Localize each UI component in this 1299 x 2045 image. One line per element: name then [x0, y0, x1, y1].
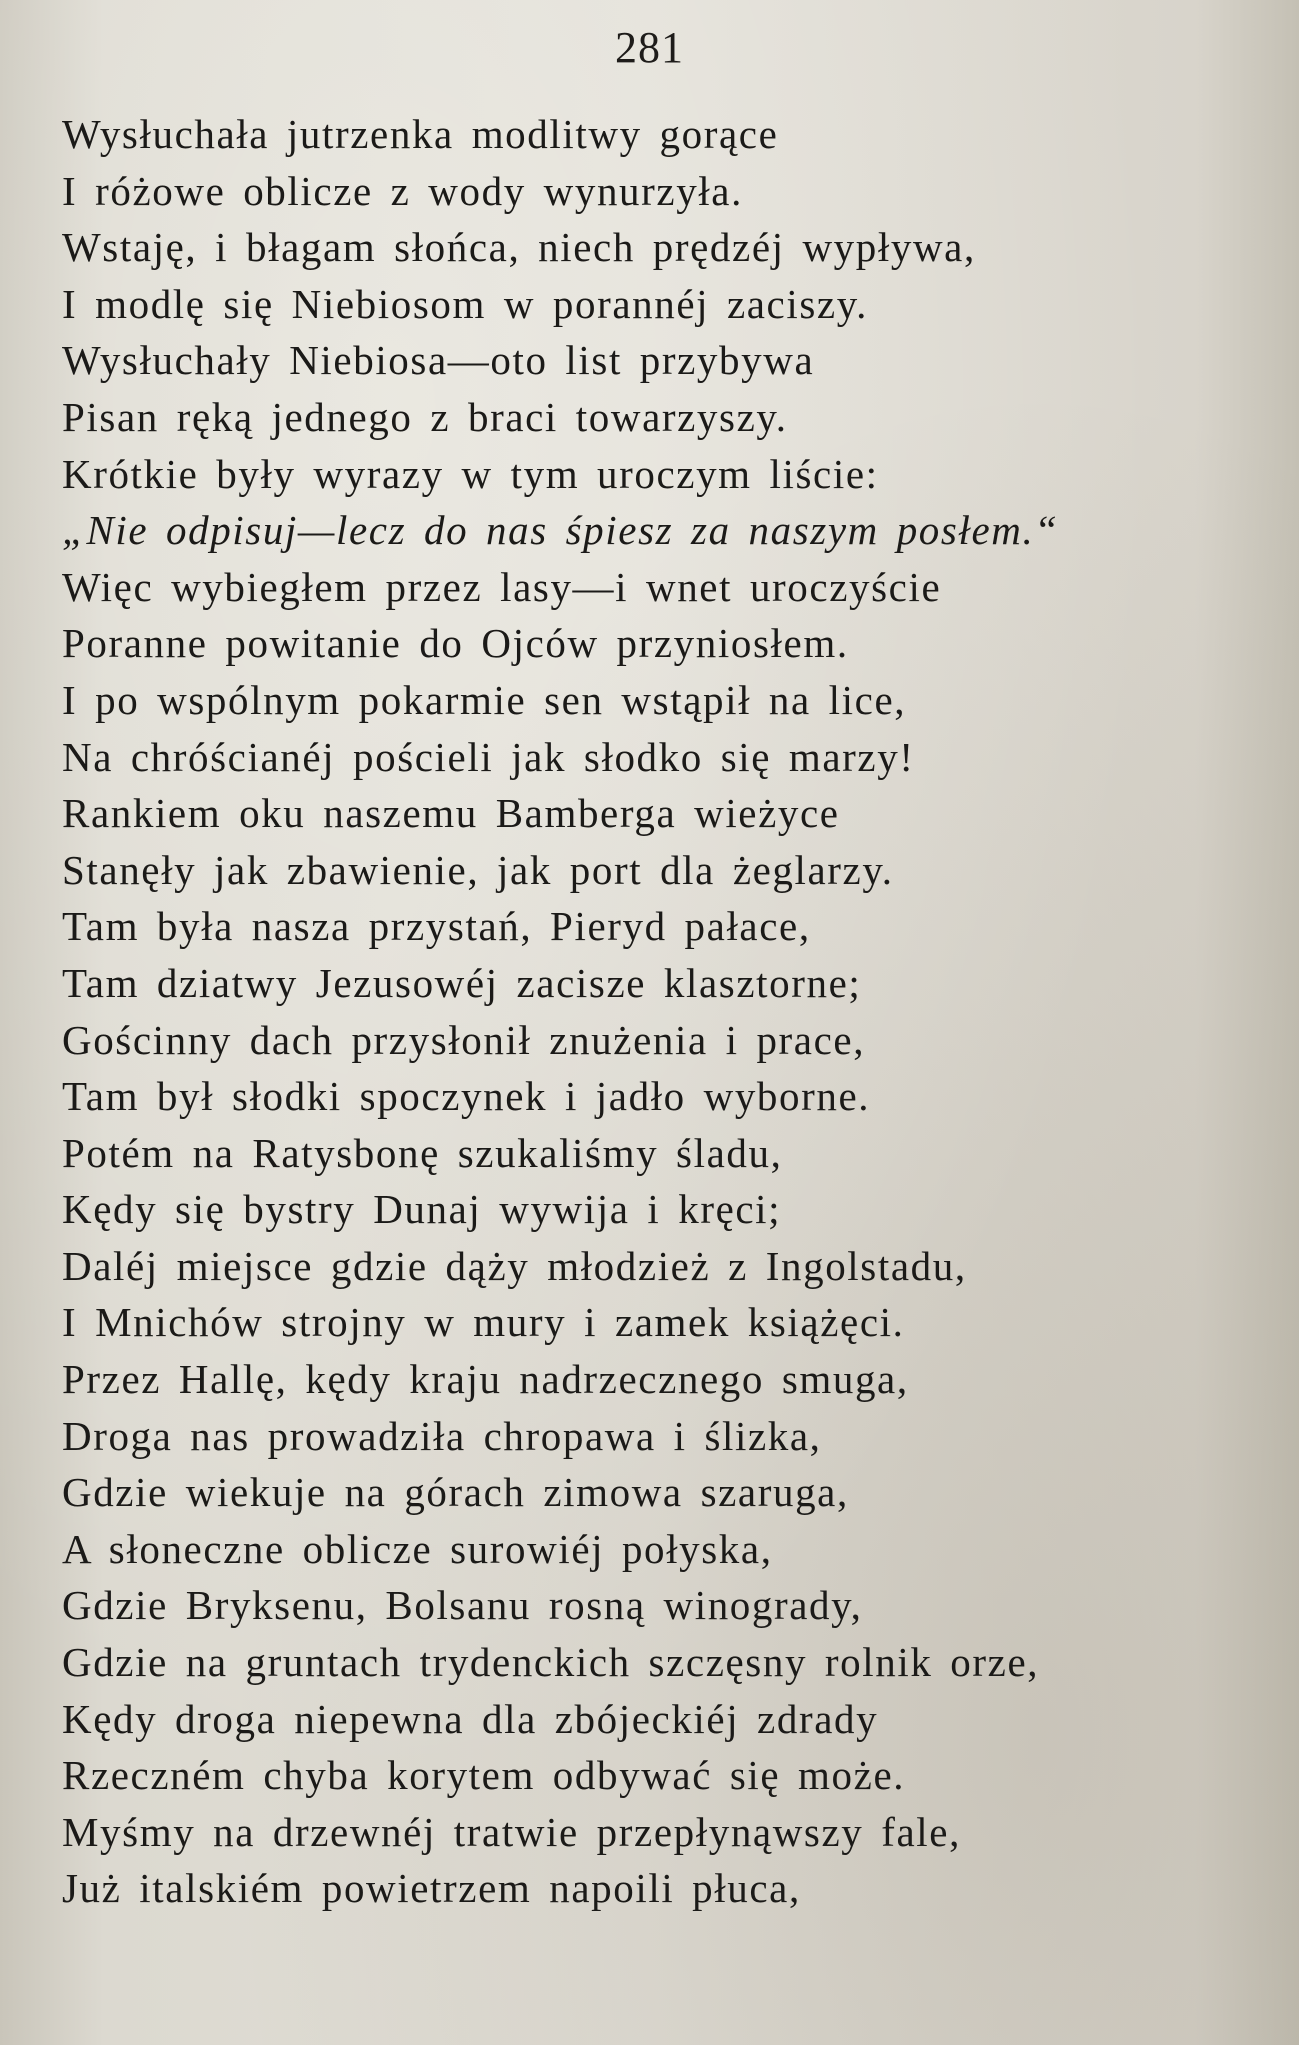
poem-line: Droga nas prowadziła chropawa i ślizka,	[62, 1412, 822, 1459]
poem-line: I modlę się Niebiosom w porannéj zaciszy.	[62, 280, 868, 327]
poem-line: Kędy się bystry Dunaj wywija i kręci;	[62, 1186, 782, 1233]
poem-line: Wysłuchała jutrzenka modlitwy gorące	[62, 111, 779, 157]
poem-text	[62, 106, 1252, 1917]
poem-line: Więc wybiegłem przez lasy—i wnet uroczyście	[62, 563, 942, 610]
poem-line: Gościnny dach przysłonił znużenia i prace,	[62, 1016, 866, 1063]
poem-line: Wstaję, i błagam słońca, niech prędzéj wypływa,	[62, 224, 976, 271]
poem-line: Daléj miejsce gdzie dąży młodzież z Ingolstadu,	[62, 1242, 967, 1289]
poem-line: Rankiem oku naszemu Bamberga wieżyce	[62, 790, 840, 837]
poem-line: Przez Hallę, kędy kraju nadrzecznego smuga,	[62, 1356, 909, 1403]
poem-line: A słoneczne oblicze surowiéj połyska,	[62, 1525, 773, 1572]
page-number: 281	[615, 23, 684, 72]
poem-line: Krótkie były wyrazy w tym uroczym liście:	[62, 450, 879, 497]
poem-line: Kędy droga niepewna dla zbójeckiéj zdrady	[62, 1695, 879, 1742]
poem-line: I różowe oblicze z wody wynurzyła.	[62, 167, 743, 214]
poem-line: Tam dziatwy Jezusowéj zacisze klasztorne;	[62, 959, 862, 1006]
poem-line: Stanęły jak zbawienie, jak port dla żeglarzy.	[62, 846, 894, 893]
poem-line: Gdzie wiekuje na górach zimowa szaruga,	[62, 1469, 849, 1516]
poem-line: Tam był słodki spoczynek i jadło wyborne.	[62, 1073, 871, 1120]
poem-line: Rzeczném chyba korytem odbywać się może.	[62, 1752, 906, 1799]
poem-line: Gdzie na gruntach trydenckich szczęsny rolnik orze,	[62, 1639, 1040, 1686]
poem-line: I Mnichów strojny w mury i zamek książęci.	[62, 1299, 905, 1346]
poem-line: I po wspólnym pokarmie sen wstąpił na lice,	[62, 676, 907, 723]
poem-line: Wysłuchały Niebiosa—oto list przybywa	[62, 337, 815, 384]
poem-line: Tam była nasza przystań, Pieryd pałace,	[62, 903, 811, 950]
poem-line: Pisan ręką jednego z braci towarzyszy.	[62, 393, 788, 440]
poem-line: Już italskiém powietrzem napoili płuca,	[62, 1865, 801, 1912]
poem-line: Na chróścianéj pościeli jak słodko się marzy!	[62, 733, 915, 780]
poem-line: Potém na Ratysbonę szukaliśmy śladu,	[62, 1129, 783, 1176]
poem-line: „Nie odpisuj—lecz do nas śpiesz za naszym posłem.“	[62, 507, 1059, 554]
poem-line: Gdzie Bryksenu, Bolsanu rosną winogrady,	[62, 1582, 863, 1629]
poem-line: Myśmy na drzewnéj tratwie przepłynąwszy fale,	[62, 1808, 961, 1855]
poem-line: Poranne powitanie do Ojców przyniosłem.	[62, 620, 849, 667]
